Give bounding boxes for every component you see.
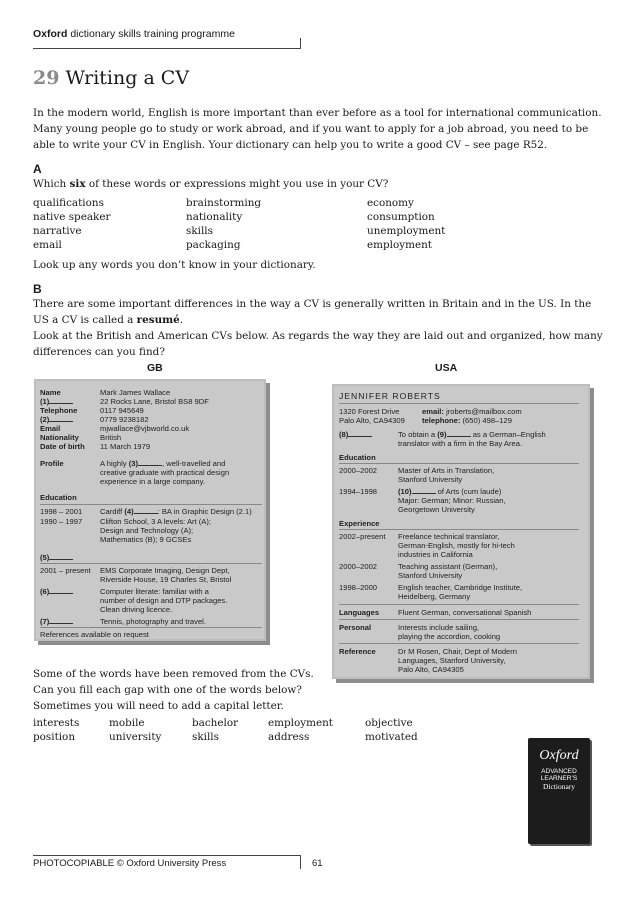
list-item: email [33,239,62,251]
cv-field-label: Date of birth [40,442,85,451]
divider [339,403,579,404]
cv-field-value: British [100,433,122,442]
list-item: brainstorming [186,197,262,209]
word-column-1 [33,196,110,252]
cv-date: 2000–2002 [339,466,378,475]
cv-entry: Design and Technology (A); [100,526,194,535]
cv-entry: English teacher, Cambridge Institute, [398,583,523,592]
cv-entry: Languages, Stanford University, [398,656,506,665]
list-item: skills [192,731,219,743]
list-item: motivated [365,731,418,743]
list-item: address [268,731,310,743]
cv-date: 2001 – present [40,566,91,575]
cv-section-heading: Reference [339,647,376,656]
intro-paragraph: In the modern world, English is more important than ever before as a tool for international communication. Many young people go to study or work abroad, and if you want to apply for a job abroad, you need to be able to write your CV in English. Your dictionary can help you to write a good CV – see page R52. [33,107,602,152]
cv-section-heading: Personal [339,623,372,632]
cv-references: References available on request [40,630,149,639]
divider [339,619,579,620]
cv-objective: translator with a firm in the Bay Area. [398,439,523,448]
cv-date: 1998–2000 [339,583,378,592]
gap-6: (6) [40,587,73,596]
cv-entry: Stanford University [398,571,463,580]
header-rule [33,48,301,49]
cv-entry: Palo Alto, CA94305 [398,665,464,674]
book-line: ADVANCED [541,768,577,775]
section-b-label: B [33,282,42,296]
section-b-paragraph-2: Look at the British and American CVs below. As regards the way they are laid out and organized, how many differences can you find? [33,330,603,359]
cv-section-heading: Education [40,493,77,502]
cv-date: 1994–1998 [339,487,378,496]
cv-field-value: 0117 945649 [100,406,144,415]
list-item: native speaker [33,211,111,223]
cv-entry: Tennis, photography and travel. [100,617,206,626]
cv-field-label: Profile [40,459,64,468]
list-item: qualifications [33,197,104,209]
cv-date: 2000–2002 [339,562,378,571]
cv-date: 1998 – 2001 [40,507,83,516]
footer-rule [33,855,301,856]
cv-entry: Georgetown University [398,505,475,514]
cv-field-value: 1320 Forest Drive [339,407,400,416]
cv-profile-line: creative graduate with practical design [100,468,230,477]
cv-date: 1990 – 1997 [40,517,83,526]
cv-field-label: Nationality [40,433,79,442]
cv-entry: Dr M Rosen, Chair, Dept of Modern [398,647,518,656]
gap-word-column-2 [109,716,161,744]
cv-email: email: jroberts@mailbox.com [422,407,522,416]
section-a-note: Look up any words you don’t know in your dictionary. [33,259,316,271]
section-a-question: Which six of these words or expressions might you use in your CV? [33,178,389,190]
running-header: Oxford dictionary skills training programme [33,28,235,40]
cv-entry: playing the accordion, cooking [398,632,501,641]
cv-field-value: Mark James Wallace [100,388,171,397]
instruction-line: Can you fill each gap with one of the words below? [33,684,302,697]
gap-fill-instructions [33,666,608,715]
us-cv-card [332,384,590,679]
divider [40,627,262,628]
list-item: employment [268,717,333,729]
cv-objective: To obtain a (9) as a German–English [398,430,546,439]
cv-profile-line: A highly (3) , well-travelled and [100,459,226,468]
cv-entry: Major: German; Minor: Russian, [398,496,506,505]
cv-entry: Fluent German, conversational Spanish [398,608,532,617]
cv-entry: Stanford University [398,475,463,484]
dictionary-book-image [528,738,590,844]
section-a-label: A [33,162,42,176]
gap-8: (8) [339,430,372,439]
gap-2: (2) [40,415,73,424]
cv-field-value: Palo Alto, CA94309 [339,416,405,425]
word-column-2 [186,196,261,252]
divider [339,604,579,605]
gap-word-column-1 [33,716,79,744]
cv-entry: Freelance technical translator, [398,532,500,541]
cv-entry: Heidelberg, Germany [398,592,471,601]
cv-entry: Computer literate: familiar with a [100,587,209,596]
cv-entry: (10) of Arts (cum laude) [398,487,502,496]
word-column-3 [367,196,445,252]
divider [40,563,262,564]
list-item: skills [186,225,213,237]
cv-section-heading: Education [339,453,376,462]
gap-1: (1) [40,397,73,406]
list-item: consumption [367,211,435,223]
gap-7: (7) [40,617,73,626]
list-item: mobile [109,717,145,729]
cv-telephone: telephone: (650) 498–129 [422,416,512,425]
divider [40,504,262,505]
cv-entry: Clifton School, 3 A levels: Art (A); [100,517,212,526]
divider [339,529,579,530]
gb-cv-card [34,379,266,641]
gap-word-column-4 [268,716,333,744]
cv-field-value: 22 Rocks Lane, Bristol BS8 9DF [100,397,209,406]
section-b-paragraph-1: There are some important differences in the way a CV is generally written in Britain and in the US. In the US a CV is called a resumé. [33,298,592,327]
cv-section-heading: Languages [339,608,380,617]
gap-5: (5) [40,553,73,562]
instruction-line: Sometimes you will need to add a capital letter. [33,700,284,713]
list-item: packaging [186,239,241,251]
book-brand: Oxford [539,748,579,763]
cv-field-label: Email [40,424,61,433]
page-number: 61 [312,858,323,869]
header-tick [300,38,301,49]
list-item: employment [367,239,432,251]
divider [339,643,579,644]
cv-entry: German-English, mostly for hi-tech [398,541,515,550]
list-item: university [109,731,162,743]
list-item: unemployment [367,225,446,237]
cv-field-label: Name [40,388,61,397]
cv-field-value: 0779 9238182 [100,415,149,424]
cv-entry: number of design and DTP packages. [100,596,228,605]
page-title: 29 Writing a CV [33,67,190,89]
book-line: Dictionary [542,782,576,791]
cv-field-value: 11 March 1979 [100,442,151,451]
cv-entry: EMS Corporate Imaging, Design Dept, [100,566,230,575]
gap-word-column-3 [192,716,238,744]
list-item: economy [367,197,414,209]
cv-field-label: Telephone [40,406,78,415]
gap-word-column-5 [365,716,418,744]
cv-entry: Cardiff (4) : BA in Graphic Design (2.1) [100,507,252,516]
footer-copyright: PHOTOCOPIABLE © Oxford University Press [33,858,227,869]
cv-entry: Teaching assistant (German), [398,562,498,571]
list-item: nationality [186,211,243,223]
list-item: narrative [33,225,82,237]
instruction-line: Some of the words have been removed from the CVs. [33,668,314,680]
cv-entry: industries in California [398,550,473,559]
cv-field-value: mjwallace@vjbworld.co.uk [100,424,190,433]
gb-label: GB [147,362,163,374]
cv-profile-line: experience in a large company. [100,477,205,486]
cv-name: JENNIFER ROBERTS [339,391,441,401]
cv-date: 2002–present [339,532,386,541]
cv-entry: Riverside House, 19 Charles St, Bristol [100,575,232,584]
divider [339,463,579,464]
list-item: bachelor [192,717,239,729]
footer-tick [300,855,301,869]
book-line: LEARNER’S [540,775,578,782]
list-item: position [33,731,76,743]
list-item: interests [33,717,80,729]
cv-entry: Interests include sailing, [398,623,480,632]
cv-entry: Master of Arts in Translation, [398,466,495,475]
usa-label: USA [435,362,458,374]
cv-section-heading: Experience [339,519,380,528]
cv-entry: Mathematics (B); 9 GCSEs [100,535,192,544]
list-item: objective [365,717,413,729]
cv-entry: Clean driving licence. [100,605,173,614]
